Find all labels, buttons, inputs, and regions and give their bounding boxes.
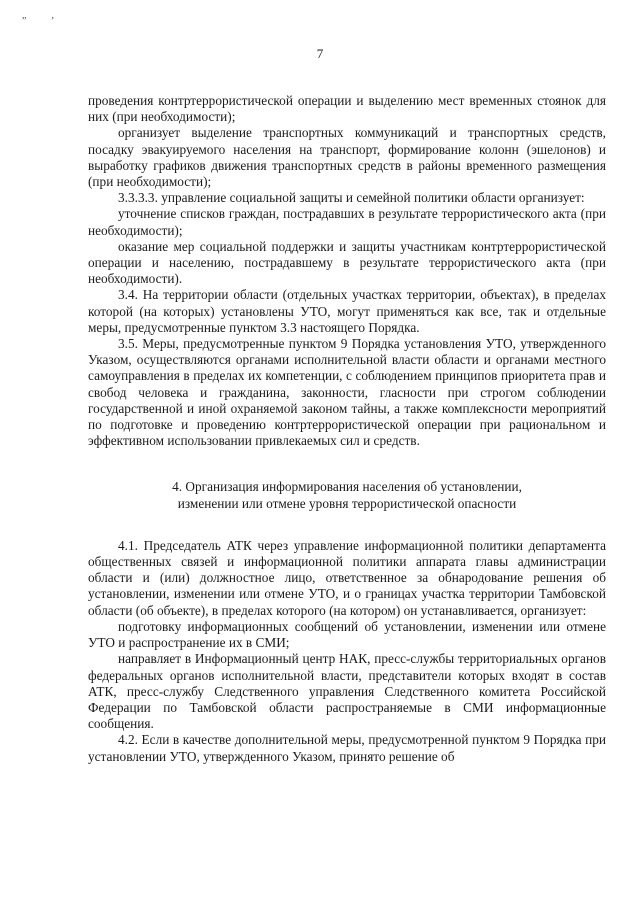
paragraph: оказание мер социальной поддержки и защиты участникам контртеррористической операции и населению, пострадавшему в результате террористического акта (при необходимости). [88, 238, 606, 287]
paragraph: проведения контртеррористической операции и выделению мест временных стоянок для них (при необходимости); [88, 93, 606, 125]
document-body [88, 93, 606, 765]
paragraph: организует выделение транспортных коммуникаций и транспортных средств, посадку эвакуируемого населения на транспорт, формирование колонн (эшелонов) и выработку графиков движения транспортных средств в районы временного размещения (при необходимости); [88, 125, 606, 190]
scan-corner-marks [22, 10, 76, 21]
section-heading-line: изменении или отмене уровня террористической опасности [177, 495, 517, 511]
page-number: 7 [316, 46, 324, 61]
corner-mark: „ [22, 10, 27, 21]
corner-mark: ‚ [50, 10, 55, 21]
paragraph: 4.2. Если в качестве дополнительной меры, предусмотренной пунктом 9 Порядка при установлении УТО, утвержденного Указом, принято решение об [88, 732, 606, 764]
paragraph: 3.4. На территории области (отдельных участках территории, объектах), в пределах которой (на которых) установлены УТО, могут применяться как все, так и отдельные меры, предусмотренные пунктом 3.3 настоящего Порядка. [88, 287, 606, 335]
section-heading [88, 479, 606, 511]
paragraph: подготовку информационных сообщений об установлении, изменении или отмене УТО и распространение их в СМИ; [88, 618, 606, 651]
paragraph: 3.5. Меры, предусмотренные пунктом 9 Порядка установления УТО, утвержденного Указом, осуществляются органами исполнительной власти области и органами местного самоуправления в пределах их компетенции, с соблюдением принципов приоритета прав и свобод человека и гражданина, законности, гласности при строгом соблюдении государственной и иной охраняемой законом тайны, а также комплексности мероприятий по подготовке и проведению контртеррористической операции при рациональном и эффективном использовании привлекаемых сил и средств. [88, 336, 606, 449]
section-heading-line: 4. Организация информирования населения об установлении, [172, 479, 522, 495]
paragraph: 4.1. Председатель АТК через управление информационной политики департамента общественных связей и информационной политики аппарата главы администрации области и (или) должностное лицо, ответственное за обнародование решения об установлении, изменении или отмене УТО, и о границах участка территории Тамбовской области (об объекте), в пределах которого (на котором) он устанавливается, организует: [88, 537, 606, 618]
paragraph: 3.3.3.3. управление социальной защиты и семейной политики области организует: [118, 190, 585, 206]
paragraph: направляет в Информационный центр НАК, пресс-службы территориальных органов федеральных органов исполнительной власти, представители которых входят в состав АТК, пресс-службу Следственного управления Следственного комитета Российской Федерации по Тамбовской области распространяемые в СМИ информационные сообщения. [88, 651, 606, 732]
paragraph: уточнение списков граждан, пострадавших в результате террористического акта (при необходимости); [88, 206, 606, 238]
